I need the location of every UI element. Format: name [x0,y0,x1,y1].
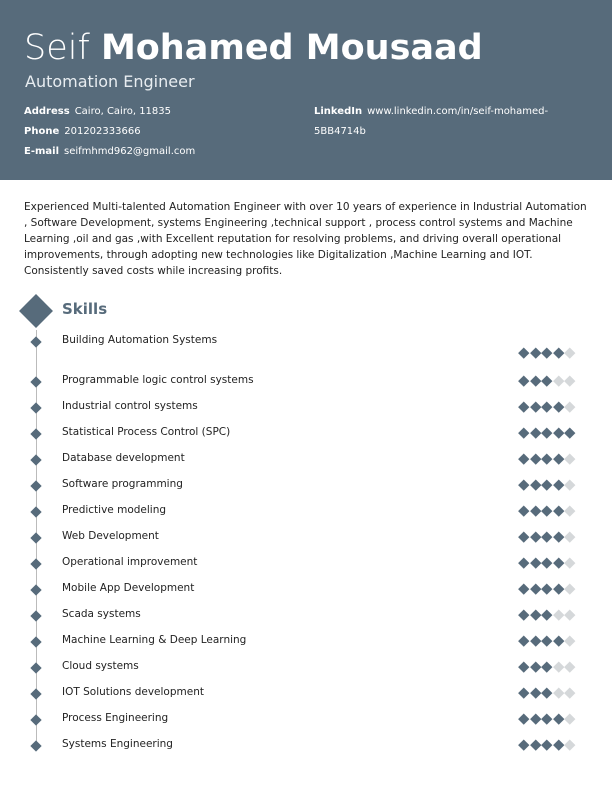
rating-filled-diamond-icon [530,557,541,568]
skill-item [0,398,612,418]
skill-rating [520,585,574,593]
rating-filled-diamond-icon [541,479,552,490]
bullet-diamond-icon [30,688,41,699]
skill-name: Predictive modeling [62,504,167,516]
rating-filled-diamond-icon [553,557,564,568]
rating-filled-diamond-icon [564,427,575,438]
skill-item [0,710,612,730]
rating-empty-diamond-icon [564,401,575,412]
rating-empty-diamond-icon [564,557,575,568]
bullet-diamond-icon [30,558,41,569]
bullet-diamond-icon [30,610,41,621]
rating-filled-diamond-icon [530,453,541,464]
rating-filled-diamond-icon [553,505,564,516]
skill-name: Machine Learning & Deep Learning [62,634,247,646]
rating-filled-diamond-icon [530,713,541,724]
skill-name: Programmable logic control systems [62,374,254,386]
rating-filled-diamond-icon [518,427,529,438]
rating-filled-diamond-icon [553,427,564,438]
skill-rating [520,533,574,541]
bullet-diamond-icon [30,506,41,517]
rating-filled-diamond-icon [530,375,541,386]
linkedin-label: LinkedIn [314,106,363,117]
email-label: E-mail [24,146,60,157]
rating-filled-diamond-icon [518,713,529,724]
skill-name: Web Development [62,530,159,542]
skill-item [0,528,612,548]
rating-filled-diamond-icon [518,347,529,358]
rating-empty-diamond-icon [564,453,575,464]
last-name: Mohamed Mousaad [100,28,483,68]
address-value: Cairo, Cairo, 11835 [74,106,172,117]
rating-empty-diamond-icon [564,479,575,490]
skill-rating [520,481,574,489]
address [24,102,195,122]
skill-item [0,502,612,522]
rating-filled-diamond-icon [518,635,529,646]
skill-item [0,580,612,600]
rating-filled-diamond-icon [530,635,541,646]
skill-rating [520,349,574,357]
summary: Experienced Multi-talented Automation Engineer with over 10 years of experience in Industrial Automation , Software Development, systems Engineering ,technical support , process control systems and Machine Learning ,oil and gas ,with Excellent reputation for resolving problems, and driving overall operational improvements, through adopting new technologies like Digitalization ,Machine Learning and IOT. Consistently saved costs while increasing profits. [24,201,587,277]
skill-item [0,372,612,392]
rating-filled-diamond-icon [530,347,541,358]
rating-empty-diamond-icon [564,713,575,724]
skill-item [0,554,612,574]
rating-filled-diamond-icon [553,739,564,750]
rating-filled-diamond-icon [530,479,541,490]
rating-empty-diamond-icon [564,583,575,594]
linkedin-value-cont[interactable]: 5BB4714b [314,126,366,137]
first-name: Seif [24,28,90,68]
bullet-diamond-icon [30,336,41,347]
rating-filled-diamond-icon [518,661,529,672]
rating-filled-diamond-icon [530,739,541,750]
skill-name: Mobile App Development [62,582,195,594]
contact-right [314,102,548,142]
bullet-diamond-icon [30,636,41,647]
skill-name: Cloud systems [62,660,139,672]
skill-rating [520,611,574,619]
address-label: Address [24,106,70,117]
bullet-diamond-icon [30,584,41,595]
skill-name: Software programming [62,478,183,490]
skills-title: Skills [62,300,108,318]
rating-filled-diamond-icon [541,347,552,358]
rating-filled-diamond-icon [541,635,552,646]
skill-name: IOT Solutions development [62,686,204,698]
skill-item [0,476,612,496]
skill-item [0,424,612,444]
rating-filled-diamond-icon [541,453,552,464]
rating-filled-diamond-icon [553,635,564,646]
rating-filled-diamond-icon [530,661,541,672]
skill-rating [520,455,574,463]
rating-filled-diamond-icon [553,713,564,724]
rating-filled-diamond-icon [541,375,552,386]
skill-name: Database development [62,452,185,464]
skill-item [0,606,612,626]
rating-filled-diamond-icon [541,531,552,542]
linkedin-value[interactable]: www.linkedin.com/in/seif-mohamed- [367,106,549,117]
header [0,0,612,180]
rating-filled-diamond-icon [541,661,552,672]
bullet-diamond-icon [30,662,41,673]
rating-empty-diamond-icon [564,531,575,542]
skill-name: Industrial control systems [62,400,198,412]
skill-rating [520,637,574,645]
rating-empty-diamond-icon [553,375,564,386]
rating-empty-diamond-icon [564,505,575,516]
rating-empty-diamond-icon [564,347,575,358]
bullet-diamond-icon [30,454,41,465]
rating-filled-diamond-icon [541,557,552,568]
skill-rating [520,507,574,515]
rating-filled-diamond-icon [553,531,564,542]
skill-item [0,332,612,352]
rating-filled-diamond-icon [530,687,541,698]
skill-name: Building Automation Systems [62,334,218,346]
linkedin [314,102,548,122]
skill-rating [520,663,574,671]
email-value[interactable]: seifmhmd962@gmail.com [64,146,196,157]
rating-filled-diamond-icon [541,401,552,412]
bullet-diamond-icon [30,740,41,751]
rating-filled-diamond-icon [518,453,529,464]
skill-name: Scada systems [62,608,141,620]
rating-empty-diamond-icon [553,609,564,620]
rating-filled-diamond-icon [553,401,564,412]
rating-filled-diamond-icon [541,687,552,698]
skill-name: Process Engineering [62,712,169,724]
phone-label: Phone [24,126,60,137]
skill-name: Statistical Process Control (SPC) [62,426,231,438]
rating-filled-diamond-icon [530,609,541,620]
skill-item [0,684,612,704]
skill-item [0,450,612,470]
skill-rating [520,377,574,385]
skills-icon [19,294,53,328]
rating-filled-diamond-icon [541,583,552,594]
rating-filled-diamond-icon [518,739,529,750]
skill-item [0,658,612,678]
rating-empty-diamond-icon [564,687,575,698]
bullet-diamond-icon [30,428,41,439]
bullet-diamond-icon [30,480,41,491]
rating-filled-diamond-icon [553,479,564,490]
rating-empty-diamond-icon [553,661,564,672]
rating-filled-diamond-icon [530,583,541,594]
rating-empty-diamond-icon [564,375,575,386]
rating-filled-diamond-icon [530,427,541,438]
contact-left [24,102,195,162]
skill-rating [520,741,574,749]
phone-value: 201202333666 [64,126,141,137]
rating-filled-diamond-icon [541,505,552,516]
bullet-diamond-icon [30,402,41,413]
rating-filled-diamond-icon [518,401,529,412]
rating-filled-diamond-icon [530,505,541,516]
phone [24,122,195,142]
rating-empty-diamond-icon [564,739,575,750]
rating-filled-diamond-icon [530,401,541,412]
rating-filled-diamond-icon [541,427,552,438]
skill-rating [520,715,574,723]
rating-filled-diamond-icon [541,609,552,620]
rating-filled-diamond-icon [541,713,552,724]
rating-empty-diamond-icon [564,635,575,646]
rating-empty-diamond-icon [564,661,575,672]
rating-filled-diamond-icon [518,557,529,568]
rating-filled-diamond-icon [518,583,529,594]
skill-item [0,632,612,652]
skill-name: Systems Engineering [62,738,173,750]
email [24,142,195,162]
skill-name: Operational improvement [62,556,198,568]
full-name [24,26,483,70]
rating-empty-diamond-icon [553,687,564,698]
skill-rating [520,429,574,437]
rating-filled-diamond-icon [518,687,529,698]
rating-filled-diamond-icon [518,609,529,620]
rating-filled-diamond-icon [518,479,529,490]
bullet-diamond-icon [30,376,41,387]
skill-rating [520,559,574,567]
skill-rating [520,403,574,411]
rating-filled-diamond-icon [530,531,541,542]
rating-filled-diamond-icon [518,531,529,542]
rating-filled-diamond-icon [518,375,529,386]
rating-filled-diamond-icon [553,583,564,594]
bullet-diamond-icon [30,714,41,725]
rating-filled-diamond-icon [541,739,552,750]
rating-filled-diamond-icon [518,505,529,516]
rating-filled-diamond-icon [553,347,564,358]
rating-empty-diamond-icon [564,609,575,620]
bullet-diamond-icon [30,532,41,543]
skill-item [0,736,612,756]
rating-filled-diamond-icon [553,453,564,464]
skill-rating [520,689,574,697]
job-title: Automation Engineer [25,72,195,91]
